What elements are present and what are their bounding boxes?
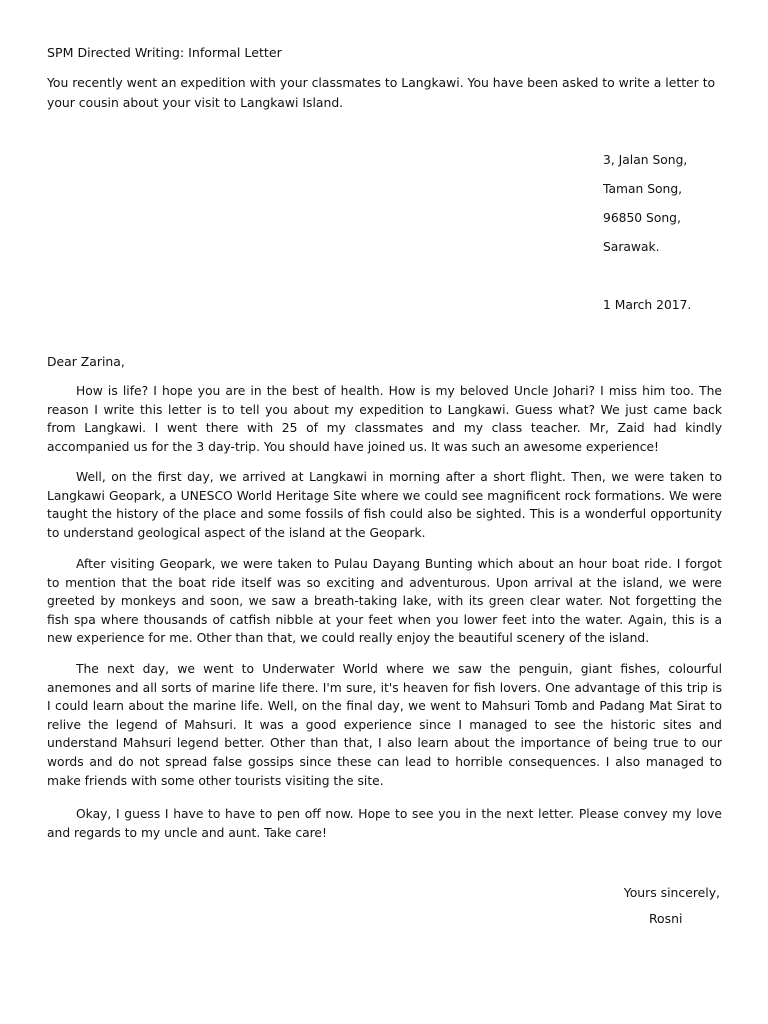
signature-name: Rosni (649, 911, 683, 926)
body-paragraph-5: Okay, I guess I have to have to pen off now. Hope to see you in the next letter. Please convey my love and regards to my uncle and aunt. Take care! (47, 807, 722, 840)
closing: Yours sincerely, (623, 885, 720, 900)
body-paragraph-4: The next day, we went to Underwater World where we saw the penguin, giant fishes, colourful anemones and all sorts of marine life there. I'm sure, it's heaven for fish lovers. One advantage of this trip is I could learn about the marine life. Well, on the final day, we went to Mahsuri Tomb and Padang Mat Sirat to relive the legend of Mahsuri. It was a good experience since I managed to see the historic sites and understand Mahsuri legend better. Other than that, I also learn about the importance of being true to our words and do not spread false gossips since these can lead to horrible consequences. I also managed to make friends with some other tourists visiting the site. (47, 662, 722, 788)
body-paragraph-1: How is life? I hope you are in the best of health. How is my beloved Uncle Johari? I miss him too. The reason I write this letter is to tell you about my expedition to Langkawi. Guess what? We just came back from Langkawi. I went there with 25 of my classmates and my class teacher. Mr, Zaid had kindly accompanied us for the 3 day-trip. You should have joined us. It was such an awesome experience! (47, 384, 722, 454)
body-paragraph-2: Well, on the first day, we arrived at Langkawi in morning after a short flight. Then, we were taken to Langkawi Geopark, a UNESCO World Heritage Site where we could see magnificent rock formations. We were taught the history of the place and some fossils of fish could also be sighted. This is a wonderful opportunity to understand geological aspect of the island at the Geopark. (47, 470, 722, 540)
letter-date: 1 March 2017. (603, 298, 692, 312)
document-heading: SPM Directed Writing: Informal Letter (47, 45, 282, 60)
salutation: Dear Zarina, (47, 354, 125, 369)
address-line-4: Sarawak. (603, 240, 660, 254)
address-line-3: 96850 Song, (603, 211, 681, 225)
address-line-1: 3, Jalan Song, (603, 153, 688, 167)
body-paragraph-3: After visiting Geopark, we were taken to Pulau Dayang Bunting which about an hour boat ride. I forgot to mention that the boat ride itself was so exciting and adventurous. Upon arrival at the island, we were greeted by monkeys and soon, we saw a breath-taking lake, with its green clear water. Not forgetting the fish spa where thousands of catfish nibble at your feet when you lower feet into the water. Again, this is a new experience for me. Other than that, we could really enjoy the beautiful scenery of the island. (47, 557, 722, 646)
address-line-2: Taman Song, (603, 182, 683, 196)
writing-prompt: You recently went an expedition with your classmates to Langkawi. You have been asked to write a letter to your cousin about your visit to Langkawi Island. (47, 75, 716, 110)
